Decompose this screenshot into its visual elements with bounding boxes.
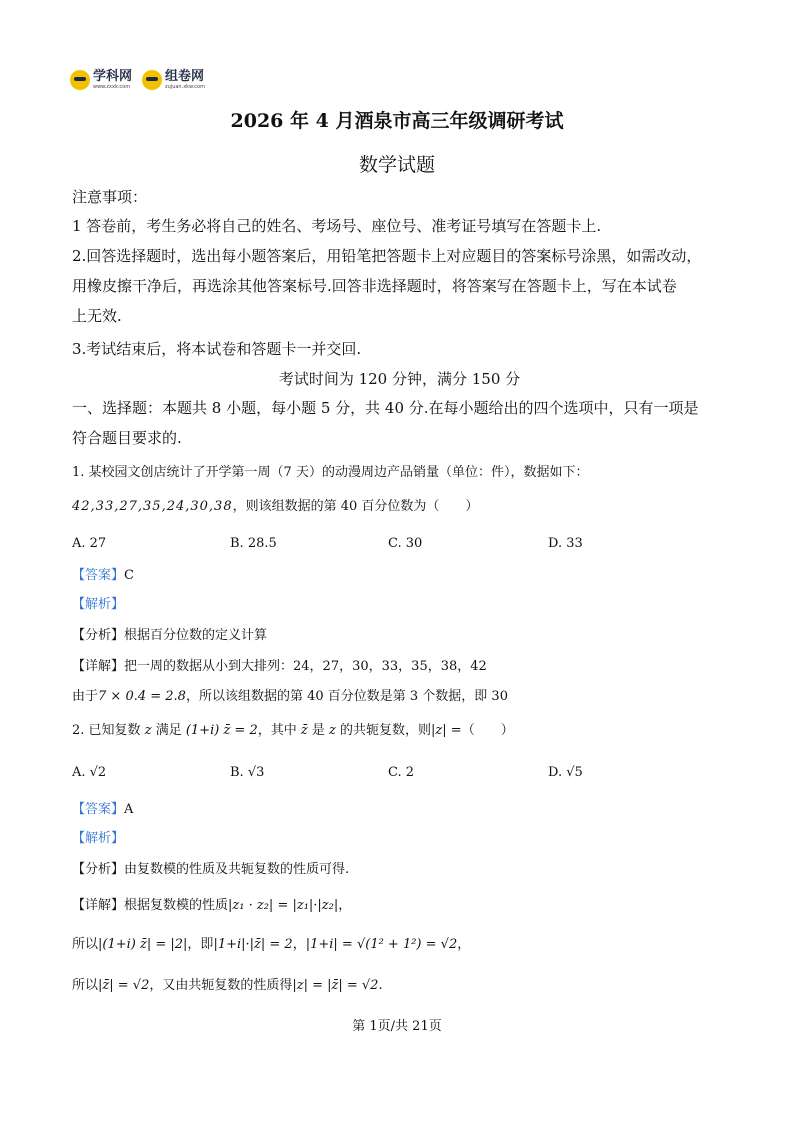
exam-time: 考试时间为 120 分钟，满分 150 分 bbox=[278, 370, 521, 388]
q1-option-d: D. 33 bbox=[548, 536, 583, 551]
q2-option-d: D. √5 bbox=[548, 765, 583, 780]
q1-answer-tag: 【答案】 bbox=[72, 568, 125, 583]
page-subtitle: 数学试题 bbox=[358, 154, 435, 176]
graduation-cap-icon bbox=[142, 70, 162, 90]
page-title: 2026 年 4 月酒泉市高三年级调研考试 bbox=[230, 110, 564, 132]
q2-option-a: A. √2 bbox=[72, 765, 107, 780]
q1-option-c: C. 30 bbox=[388, 536, 423, 551]
q2-detail bbox=[72, 895, 727, 917]
q2-option-c: C. 2 bbox=[388, 765, 415, 780]
q2-detail-line2 bbox=[72, 934, 727, 956]
notice-item-3: 3.考试结束后，将本试卷和答题卡一并交回. bbox=[72, 340, 362, 358]
q2-option-b: B. √3 bbox=[230, 765, 265, 780]
q1-analysis-tag: 【解析】 bbox=[72, 597, 125, 612]
q1-stem-end: ，则该组数据的第 40 百分位数为（ ） bbox=[232, 499, 479, 514]
q2-detail-line3 bbox=[72, 975, 727, 997]
q1-detail-tag: 【详解】 bbox=[72, 659, 125, 674]
q1-detail2-math: 7 × 0.4 = 2.8 bbox=[98, 689, 186, 704]
q2-line3-m1: |z̄| = √2 bbox=[98, 978, 150, 993]
q2-line2-m3: |1+i| = √(1² + 1²) = √2 bbox=[305, 937, 458, 952]
header-logos bbox=[70, 70, 205, 90]
q2-detail-b: ， bbox=[338, 898, 352, 913]
q2-analysis bbox=[72, 828, 727, 850]
section-heading-cont: 符合题目要求的. bbox=[72, 429, 182, 447]
q2-var-z-2: z bbox=[329, 723, 336, 738]
q2-stem-f: （ ） bbox=[461, 723, 514, 738]
q2-line2-d: ， bbox=[457, 937, 471, 952]
q1-detail2-suffix: ，所以该组数据的第 40 百分位数是第 3 个数据，即 30 bbox=[185, 689, 508, 704]
q2-abs-z: |z| = bbox=[431, 723, 462, 738]
q2-stem bbox=[72, 720, 727, 742]
q2-var-zbar: z̄ bbox=[300, 723, 308, 738]
notice-item-2-cont: 用橡皮擦干净后，再选涂其他答案标号.回答非选择题时，将答案写在答题卡上，写在本试卷 bbox=[72, 277, 677, 295]
q2-detail-a: 根据复数模的性质 bbox=[124, 898, 229, 913]
q2-detail-math: |z₁ · z₂| = |z₁|·|z₂| bbox=[228, 898, 339, 913]
q1-data: 42,33,27,35,24,30,38 bbox=[72, 499, 233, 514]
q2-stem-a: 2. 已知复数 bbox=[72, 723, 141, 738]
graduation-cap-icon bbox=[70, 70, 90, 90]
q1-options bbox=[72, 533, 727, 553]
q1-fenxi-text: 根据百分位数的定义计算 bbox=[124, 628, 268, 643]
q2-line2-m1: |(1+i) z̄| = |2| bbox=[98, 937, 188, 952]
q1-answer-value: C bbox=[124, 568, 134, 583]
q2-stem-e: 的共轭复数，则 bbox=[340, 723, 432, 738]
q1-fenxi-tag: 【分析】 bbox=[72, 628, 125, 643]
q2-fenxi-tag: 【分析】 bbox=[72, 862, 125, 877]
logo1-url: www.zxxk.com bbox=[93, 84, 131, 90]
q2-equation: (1+i) z̄ = 2 bbox=[185, 723, 258, 738]
q2-line2-c: ， bbox=[292, 937, 306, 952]
logo1-name: 学科网 bbox=[93, 69, 133, 84]
q2-line2-m2: |1+i|·|z̄| = 2 bbox=[213, 937, 293, 952]
q1-detail bbox=[72, 656, 727, 678]
q1-analysis bbox=[72, 594, 727, 616]
q1-option-b: B. 28.5 bbox=[230, 536, 277, 551]
q2-options bbox=[72, 762, 727, 782]
q2-line3-m2: |z| = |z̄| = √2 bbox=[292, 978, 379, 993]
q1-detail-text: 把一周的数据从小到大排列：24，27，30，33，35，38，42 bbox=[124, 659, 487, 674]
q1-option-a: A. 27 bbox=[72, 536, 107, 551]
q2-detail-tag: 【详解】 bbox=[72, 898, 125, 913]
q1-stem: 1. 某校园文创店统计了开学第一周（7 天）的动漫周边产品销量（单位：件），数据如下： bbox=[72, 465, 589, 480]
q2-line3-c: . bbox=[378, 978, 383, 993]
q2-analysis-tag: 【解析】 bbox=[72, 831, 125, 846]
q2-stem-d: 是 bbox=[311, 723, 325, 738]
q2-line2-a: 所以 bbox=[72, 937, 99, 952]
q2-fenxi-text: 由复数模的性质及共轭复数的性质可得. bbox=[124, 862, 350, 877]
q2-fenxi bbox=[72, 859, 727, 881]
page-footer: 第 1页/共 21页 bbox=[352, 1019, 442, 1034]
notice-item-2-end: 上无效. bbox=[72, 307, 122, 325]
section-heading: 一、选择题：本题共 8 小题，每小题 5 分，共 40 分.在每小题给出的四个选项中，只有一项是 bbox=[72, 399, 699, 417]
notice-heading: 注意事项： bbox=[72, 188, 148, 206]
notice-item-2: 2.回答选择题时，选出每小题答案后，用铅笔把答题卡上对应题目的答案标号涂黑，如需改动， bbox=[72, 247, 702, 265]
q2-var-z: z bbox=[144, 723, 152, 738]
q1-fenxi bbox=[72, 625, 727, 647]
logo-zujuanwang bbox=[142, 70, 205, 90]
q2-answer bbox=[72, 799, 727, 821]
q2-line3-b: ，又由共轭复数的性质得 bbox=[149, 978, 293, 993]
logo2-name: 组卷网 bbox=[165, 69, 205, 84]
q1-stem-line2 bbox=[72, 496, 727, 518]
q2-stem-c: ，其中 bbox=[257, 723, 297, 738]
q2-line3-a: 所以 bbox=[72, 978, 99, 993]
q2-line2-b: ，即 bbox=[187, 937, 214, 952]
q1-detail-2 bbox=[72, 686, 727, 708]
q1-detail2-prefix: 由于 bbox=[72, 689, 99, 704]
logo2-url: zujuan.xkw.com bbox=[165, 84, 205, 90]
notice-item-1: 1 答卷前，考生务必将自己的姓名、考场号、座位号、准考证号填写在答题卡上. bbox=[72, 217, 602, 235]
q1-answer bbox=[72, 565, 727, 587]
q2-answer-value: A bbox=[124, 802, 134, 817]
logo-xuekewang bbox=[70, 70, 132, 90]
q2-stem-b: 满足 bbox=[155, 723, 182, 738]
q2-answer-tag: 【答案】 bbox=[72, 802, 125, 817]
